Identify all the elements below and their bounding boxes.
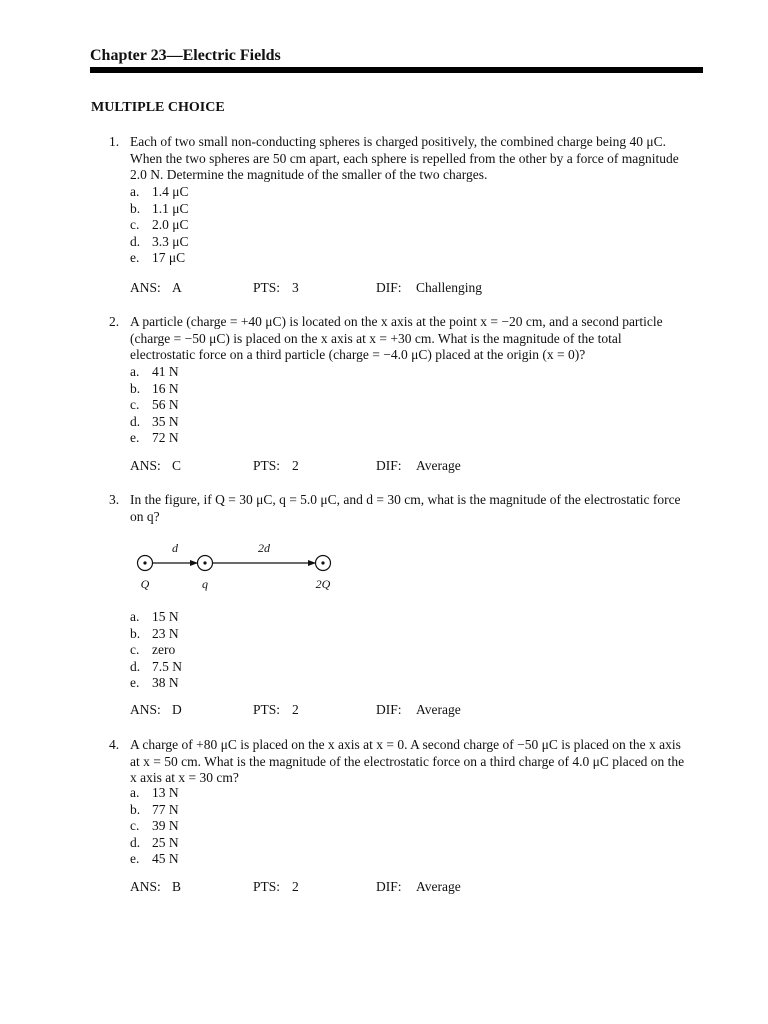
option-text: 56 N bbox=[152, 397, 179, 412]
option-letter: d. bbox=[130, 413, 141, 429]
ans-label: ANS: bbox=[130, 879, 161, 894]
option-letter: c. bbox=[130, 818, 140, 833]
ans-label: ANS: bbox=[130, 702, 161, 717]
option-letter: b. bbox=[130, 200, 141, 216]
pts-label: PTS: bbox=[253, 702, 281, 717]
stem-line: In the figure, if Q = 30 μC, q = 5.0 μC, and d = 30 cm, what is the magnitude of the electrostatic force bbox=[130, 492, 681, 507]
pts-label: PTS: bbox=[253, 458, 281, 473]
dif-value: Challenging bbox=[416, 280, 482, 295]
charge-Q-icon bbox=[138, 556, 153, 571]
charge-q-icon bbox=[198, 556, 213, 571]
charge-2Q-icon bbox=[316, 556, 331, 571]
ans-value: A bbox=[172, 280, 182, 295]
option-text: 16 N bbox=[152, 380, 179, 396]
stem-line: 2.0 N. Determine the magnitude of the smaller of the two charges. bbox=[130, 167, 488, 182]
dif-label: DIF: bbox=[376, 458, 402, 473]
option-text: 1.1 μC bbox=[152, 200, 189, 216]
pts-value: 2 bbox=[292, 702, 299, 717]
label-2d: 2d bbox=[258, 541, 270, 555]
answer-meta bbox=[130, 280, 730, 297]
answer-meta bbox=[130, 458, 730, 475]
option-letter: a. bbox=[130, 364, 140, 379]
option-text: 3.3 μC bbox=[152, 233, 189, 249]
stem-line: on q? bbox=[130, 508, 160, 524]
question-stem bbox=[130, 737, 700, 787]
stem-line: at x = 50 cm. What is the magnitude of the electrostatic force on a third charge of 4.0 μC placed on the bbox=[130, 753, 685, 769]
option-text: 72 N bbox=[152, 430, 179, 445]
option-letter: d. bbox=[130, 233, 141, 249]
pts-label: PTS: bbox=[253, 280, 281, 295]
dif-value: Average bbox=[416, 879, 461, 894]
option-text: 35 N bbox=[152, 413, 179, 429]
option-text: zero bbox=[152, 642, 176, 657]
dif-label: DIF: bbox=[376, 702, 402, 717]
option-text: 77 N bbox=[152, 801, 179, 817]
option-text: 7.5 N bbox=[152, 658, 182, 674]
option-letter: a. bbox=[130, 785, 140, 800]
dif-value: Average bbox=[416, 458, 461, 473]
option-text: 17 μC bbox=[152, 250, 186, 265]
label-q: q bbox=[202, 577, 208, 591]
question-number: 1. bbox=[109, 134, 120, 149]
option-text: 38 N bbox=[152, 675, 179, 690]
header-rule bbox=[90, 67, 703, 73]
option-text: 23 N bbox=[152, 625, 179, 641]
option-text: 15 N bbox=[152, 609, 179, 624]
option-letter: c. bbox=[130, 217, 140, 232]
option-text: 41 N bbox=[152, 364, 179, 379]
ans-label: ANS: bbox=[130, 280, 161, 295]
chapter-title: Chapter 23—Electric Fields bbox=[90, 47, 281, 64]
option-letter: a. bbox=[130, 609, 140, 624]
option-text: 45 N bbox=[152, 851, 179, 866]
question-number: 3. bbox=[109, 492, 120, 507]
option-letter: c. bbox=[130, 397, 140, 412]
option-text: 2.0 μC bbox=[152, 217, 189, 232]
stem-line: (charge = −50 μC) is placed on the x axis at x = +30 cm. What is the magnitude of the total bbox=[130, 330, 622, 346]
dif-label: DIF: bbox=[376, 280, 402, 295]
question-stem bbox=[130, 314, 700, 364]
answer-meta bbox=[130, 879, 730, 896]
option-text: 25 N bbox=[152, 834, 179, 850]
question-stem bbox=[130, 492, 700, 525]
stem-line: A particle (charge = +40 μC) is located on the x axis at the point x = −20 cm, and a second particle bbox=[130, 314, 663, 329]
dif-label: DIF: bbox=[376, 879, 402, 894]
option-letter: d. bbox=[130, 834, 141, 850]
answer-meta bbox=[130, 702, 730, 719]
label-2Q: 2Q bbox=[315, 577, 331, 591]
option-letter: e. bbox=[130, 675, 140, 690]
option-letter: b. bbox=[130, 380, 141, 396]
option-text: 13 N bbox=[152, 785, 179, 800]
stem-line: electrostatic force on a third particle (charge = −4.0 μC) placed at the origin (x = 0)? bbox=[130, 347, 586, 362]
stem-line: When the two spheres are 50 cm apart, each sphere is repelled from the other by a force of magnitude bbox=[130, 150, 679, 166]
ans-value: D bbox=[172, 702, 182, 717]
pts-value: 2 bbox=[292, 879, 299, 894]
section-heading: MULTIPLE CHOICE bbox=[91, 100, 225, 115]
stem-line: x axis at x = 30 cm? bbox=[130, 770, 239, 785]
question-number: 2. bbox=[109, 314, 120, 329]
charges-figure bbox=[128, 538, 338, 594]
stem-line: A charge of +80 μC is placed on the x axis at x = 0. A second charge of −50 μC is placed on the x axis bbox=[130, 737, 681, 752]
option-letter: c. bbox=[130, 642, 140, 657]
option-letter: b. bbox=[130, 801, 141, 817]
question-stem bbox=[130, 134, 700, 184]
pts-value: 3 bbox=[292, 280, 299, 295]
option-letter: b. bbox=[130, 625, 141, 641]
label-Q: Q bbox=[140, 577, 150, 591]
option-letter: e. bbox=[130, 430, 140, 445]
stem-line: Each of two small non-conducting spheres is charged positively, the combined charge being 40 μC. bbox=[130, 134, 666, 149]
pts-value: 2 bbox=[292, 458, 299, 473]
option-letter: a. bbox=[130, 184, 140, 199]
option-letter: d. bbox=[130, 658, 141, 674]
question-number: 4. bbox=[109, 737, 120, 752]
ans-value: B bbox=[172, 879, 182, 894]
option-text: 1.4 μC bbox=[152, 184, 189, 199]
option-text: 39 N bbox=[152, 818, 179, 833]
ans-value: C bbox=[172, 458, 182, 473]
pts-label: PTS: bbox=[253, 879, 281, 894]
option-letter: e. bbox=[130, 250, 140, 265]
ans-label: ANS: bbox=[130, 458, 161, 473]
option-letter: e. bbox=[130, 851, 140, 866]
dif-value: Average bbox=[416, 702, 461, 717]
label-d: d bbox=[172, 541, 178, 555]
